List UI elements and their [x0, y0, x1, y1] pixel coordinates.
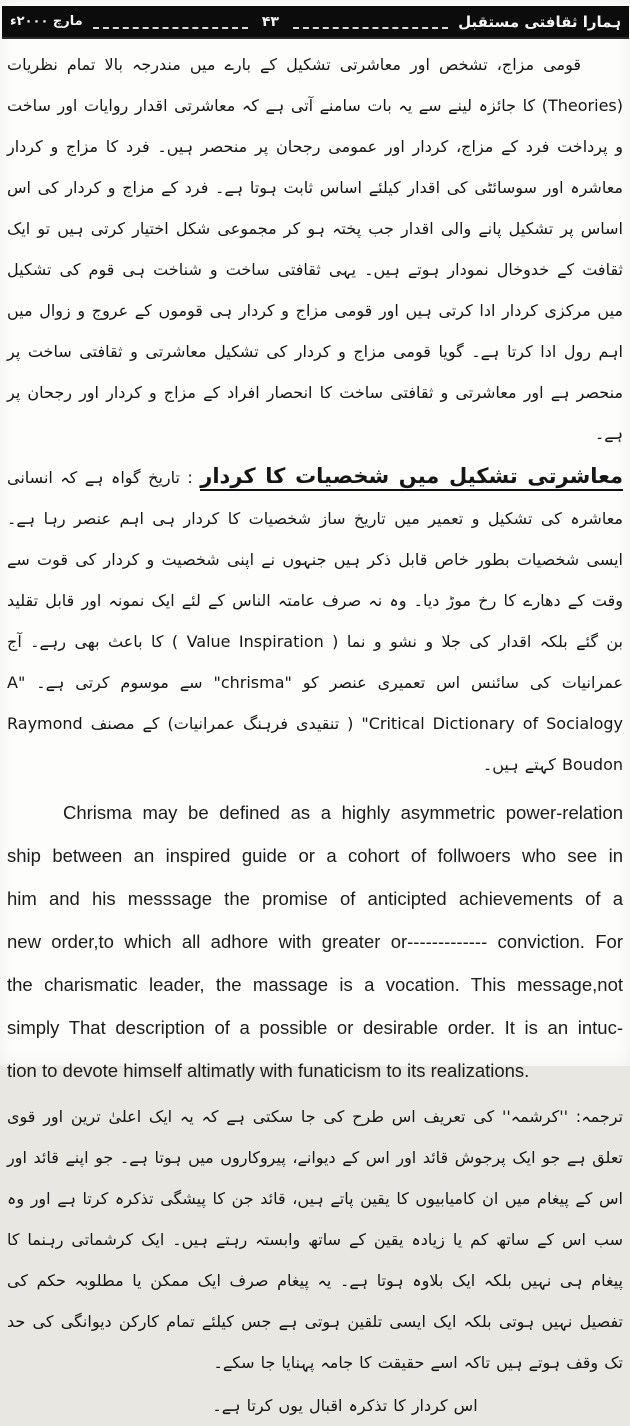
page-number: ۴۳ — [261, 13, 279, 30]
english-quote-line: the charismatic leader, the massage is a vocation. This message,not — [7, 974, 623, 995]
issue-date: مارچ ۲۰۰۰ء — [10, 14, 83, 29]
english-quote-line: simply That description of a possible or desirable order. It is an intuc- — [7, 1017, 623, 1038]
dash-divider-left — [93, 15, 248, 29]
page-content — [7, 44, 624, 1415]
english-quote-line: Chrisma may be defined as a highly asymmetric power-relation — [63, 802, 623, 823]
english-quote-line: tion to devote himself altimatly with funaticism to its realizations. — [7, 1060, 530, 1081]
paragraph-theories-review: قومی مزاج، تشخص اور معاشرتی تشکیل کے بارے میں مندرجہ بالا تمام نظریات (Theories) کا جائزہ لینے سے یہ بات سامنے آتی ہے کہ معاشرتی اقدار روایات اور ساخت و پرداخت فرد کے مزاج، کردار اور عمومی رجحان پر منحصر ہیں۔ فرد کا مزاج و کردار معاشرہ اور سوسائٹی کی اقدار کیلئے اساس ثابت ہوتا ہے۔ فرد کے مزاج و کردار کی اس اساس پر تشکیل پانے والی اقدار جب پختہ ہو کر مجموعی شکل اختیار کرتی ہیں تو ایک ثقافت کے خدوخال نمودار ہوتے ہیں۔ یہی ثقافتی ساخت و شناخت ہی قوم کی تشکیل میں مرکزی کردار ادا کرتی ہیں اور قومی مزاج و کردار ہی قوموں کے عروج و زوال میں اہم رول ادا کرتا ہے۔ گویا قومی مزاج و کردار کی تشکیل معاشرتی و ثقافتی ساخت پر منحصر ہے اور معاشرتی و ثقافتی ساخت کا انحصار افراد کے مزاج و کردار اور رجحان پر ہے۔ — [7, 55, 623, 443]
english-quote-line: ship between an inspired guide or a cohort of follwoers who see in — [7, 845, 623, 866]
journal-title: ہمارا ثقافتی مستقبل — [458, 12, 621, 31]
translation-paragraph: ترجمہ: ''کرشمہ'' کی تعریف اس طرح کی جا سکتی ہے کہ یہ ایک اعلیٰ ترین اور قوی تعلق ہے جو ایک پرجوش قائد اور اس کے دیوانے، پیروکاروں میں ہوتا ہے۔ جو اپنے قائد اور اس کے پیغام میں ان کامیابیوں کا یقین پاتے ہیں، قائد جن کا پیشگی تذکرہ کرتا ہے اور وہ سب اس کے ساتھ کم یا زیادہ یقین کے ساتھ وابستہ رہتے ہیں۔ ایک کرشماتی رہنما کا پیغام ہی نہیں بلکہ ایک بلاوہ ہوتا ہے۔ یہ پیغام صرف ایک ممکن یا مطلوبہ حکم کی تفصیل نہیں ہوتی بلکہ ایک ایسی تلقین ہوتی ہے جس کیلئے تمام کارکن دیوانگی کی حد تک وقف ہوتے ہیں تاکہ اسے حقیقت کا جامہ پہنایا جا سکے۔ — [7, 1107, 623, 1372]
english-quote-block — [7, 791, 623, 1092]
section-personalities-role — [7, 456, 623, 785]
dash-divider-right — [293, 15, 448, 29]
english-quote-line: him and his messsage the promise of anticipted achievements of a — [7, 888, 623, 909]
section-body-text: : تاریخ گواہ ہے کہ انسانی معاشرہ کی تشکیل و تعمیر میں تاریخ ساز شخصیات کا کردار ہی اہم عنصر رہا ہے۔ ایسی شخصیات بطور خاص قابل ذکر ہیں جنہوں نے اپنی شخصیت و کردار کی قوت سے وقت کے دھارے کا رخ موڑ دیا۔ وہ نہ صرف عامتہ الناس کے لئے ایک نمونہ اور قابل تقلید بن گئے بلکہ اقدار کی جلا و نشو و نما ( Value Inspiration ) کا باعث بھی رہے۔ آج عمرانیات کی سائنس اس تعمیری عنصر کو "chrisma" سے موسوم کرتی ہے۔ "A Critical Dictionary of Socialogy" ( تنقیدی فرہنگ عمرانیات) کے مصنف Raymond Boudon کہتے ہیں۔ — [7, 468, 624, 774]
page-header-bar — [2, 6, 629, 39]
closing-line: اس کردار کا تذکرہ اقبال یوں کرتا ہے۔ — [212, 1396, 478, 1415]
english-quote-line: new order,to which all adhore with greater or------------- conviction. For — [7, 931, 623, 952]
section-heading: معاشرتی تشکیل میں شخصیات کا کردار — [200, 464, 623, 491]
